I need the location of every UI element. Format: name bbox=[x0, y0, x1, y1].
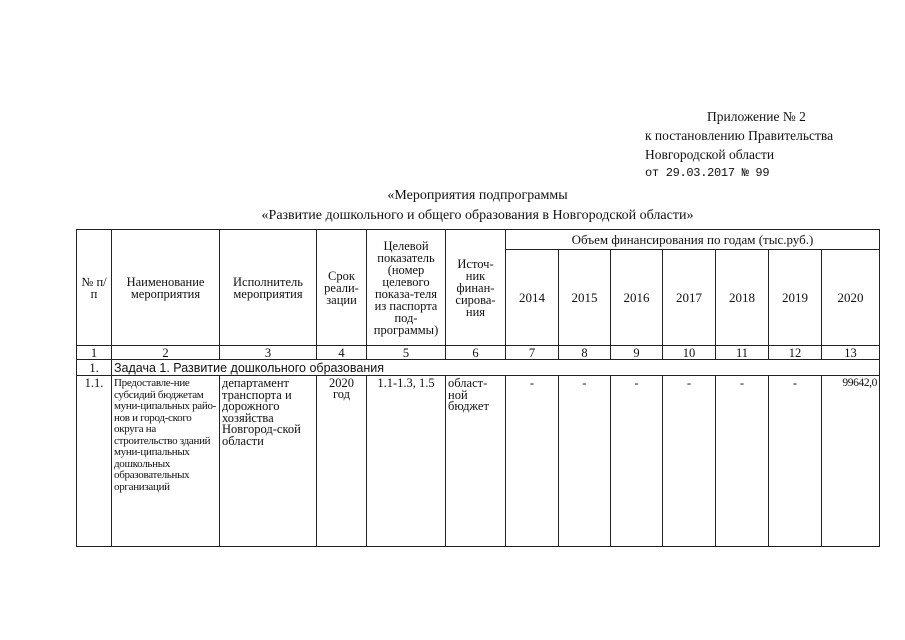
row-value-2014: - bbox=[506, 376, 559, 547]
column-number: 7 bbox=[506, 346, 559, 360]
header-year: 2016 bbox=[611, 250, 663, 346]
row-term: 2020 год bbox=[317, 376, 367, 547]
activities-table bbox=[76, 229, 880, 547]
column-number: 12 bbox=[769, 346, 822, 360]
annex-title: Приложение № 2 bbox=[707, 109, 806, 124]
task-title: Задача 1. Развитие дошкольного образования bbox=[112, 360, 880, 376]
row-value-2020: 99642,0 bbox=[822, 376, 880, 547]
header-year: 2015 bbox=[559, 250, 611, 346]
title-line-2: «Развитие дошкольного и общего образования в Новгородской области» bbox=[261, 208, 694, 223]
column-number: 1 bbox=[77, 346, 112, 360]
row-activity-name: Предоставле-ние субсидий бюджетам муни-ципальных райо-нов и город-ского округа на строительство зданий муни-ципальных дошкольных образовательных организаций bbox=[112, 376, 220, 547]
document-title bbox=[76, 186, 879, 226]
row-value-2018: - bbox=[716, 376, 769, 547]
annex-region-line: Новгородской области bbox=[645, 147, 775, 162]
column-number: 13 bbox=[822, 346, 880, 360]
column-number: 2 bbox=[112, 346, 220, 360]
row-indicator: 1.1-1.3, 1.5 bbox=[367, 376, 446, 547]
column-number: 5 bbox=[367, 346, 446, 360]
annex-resolution-line: к постановлению Правительства bbox=[645, 128, 834, 143]
header-year: 2018 bbox=[716, 250, 769, 346]
header-year: 2017 bbox=[663, 250, 716, 346]
row-source: област-ной бюджет bbox=[446, 376, 506, 547]
column-number: 3 bbox=[220, 346, 317, 360]
column-number: 9 bbox=[611, 346, 663, 360]
row-value-2017: - bbox=[663, 376, 716, 547]
column-number: 10 bbox=[663, 346, 716, 360]
row-value-2019: - bbox=[769, 376, 822, 547]
table-row bbox=[77, 376, 880, 547]
header-name: Наименование мероприятия bbox=[112, 230, 220, 346]
header-source: Источ-ник финан-сирова-ния bbox=[446, 230, 506, 346]
column-number: 8 bbox=[559, 346, 611, 360]
header-executor: Исполнитель мероприятия bbox=[220, 230, 317, 346]
header-indicator: Целевой показатель (номер целевого показа-теля из паспорта под-программы) bbox=[367, 230, 446, 346]
column-number: 11 bbox=[716, 346, 769, 360]
row-value-2015: - bbox=[559, 376, 611, 547]
header-num: № п/п bbox=[77, 230, 112, 346]
row-value-2016: - bbox=[611, 376, 663, 547]
annex-block bbox=[645, 107, 833, 183]
header-term: Срок реали-зации bbox=[317, 230, 367, 346]
annex-date-line: от 29.03.2017 № 99 bbox=[645, 166, 770, 180]
column-number: 4 bbox=[317, 346, 367, 360]
row-executor: департамент транспорта и дорожного хозяйства Новгород-ской области bbox=[220, 376, 317, 547]
title-line-1: «Мероприятия подпрограммы bbox=[387, 188, 568, 203]
header-financing: Объем финансирования по годам (тыс.руб.) bbox=[506, 230, 880, 250]
header-year: 2020 bbox=[822, 250, 880, 346]
header-year: 2014 bbox=[506, 250, 559, 346]
header-year: 2019 bbox=[769, 250, 822, 346]
task-number: 1. bbox=[77, 360, 112, 376]
row-number: 1.1. bbox=[77, 376, 112, 547]
column-number: 6 bbox=[446, 346, 506, 360]
